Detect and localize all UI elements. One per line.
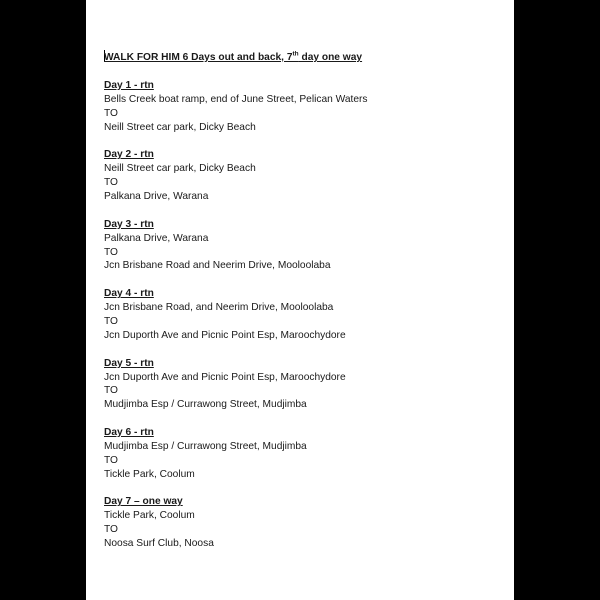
- day-heading: Day 7 – one way: [104, 496, 183, 508]
- day-to-label: TO: [104, 177, 118, 189]
- document-page: [86, 0, 514, 600]
- day-to: Tickle Park, Coolum: [104, 468, 195, 480]
- day-to-label: TO: [104, 524, 118, 536]
- day-7-section: [104, 495, 504, 551]
- day-from: Bells Creek boat ramp, end of June Street, Pelican Waters: [104, 93, 368, 105]
- day-5-section: [104, 357, 504, 413]
- day-from: Neill Street car park, Dicky Beach: [104, 163, 256, 175]
- day-to: Palkana Drive, Warana: [104, 191, 209, 203]
- day-from: Jcn Brisbane Road, and Neerim Drive, Mooloolaba: [104, 302, 334, 314]
- day-6-section: [104, 426, 504, 482]
- day-from: Mudjimba Esp / Currawong Street, Mudjimba: [104, 440, 307, 452]
- day-1-section: [104, 79, 504, 135]
- day-heading: Day 1 - rtn: [104, 79, 154, 91]
- document-content: [104, 50, 504, 565]
- day-to: Mudjimba Esp / Currawong Street, Mudjimba: [104, 399, 307, 411]
- day-from: Palkana Drive, Warana: [104, 232, 209, 244]
- day-3-section: [104, 218, 504, 274]
- day-to: Noosa Surf Club, Noosa: [104, 538, 214, 550]
- title-rest: day one way: [298, 52, 363, 63]
- day-heading: Day 3 - rtn: [104, 218, 154, 230]
- day-to-label: TO: [104, 107, 118, 119]
- day-from: Tickle Park, Coolum: [104, 510, 195, 522]
- title-main: WALK FOR HIM 6 Days out and back, 7: [104, 52, 293, 63]
- day-heading: Day 6 - rtn: [104, 427, 154, 439]
- day-2-section: [104, 148, 504, 204]
- day-heading: Day 2 - rtn: [104, 149, 154, 161]
- day-from: Jcn Duporth Ave and Picnic Point Esp, Maroochydore: [104, 371, 346, 383]
- day-to: Jcn Brisbane Road and Neerim Drive, Mooloolaba: [104, 260, 331, 272]
- day-4-section: [104, 287, 504, 343]
- day-to-label: TO: [104, 454, 118, 466]
- day-to-label: TO: [104, 246, 118, 258]
- day-heading: Day 4 - rtn: [104, 288, 154, 300]
- day-to-label: TO: [104, 385, 118, 397]
- day-to: Jcn Duporth Ave and Picnic Point Esp, Maroochydore: [104, 329, 346, 341]
- day-heading: Day 5 - rtn: [104, 357, 154, 369]
- document-title[interactable]: [104, 50, 504, 65]
- day-to: Neill Street car park, Dicky Beach: [104, 121, 256, 133]
- title-superscript: th: [292, 50, 299, 58]
- day-to-label: TO: [104, 315, 118, 327]
